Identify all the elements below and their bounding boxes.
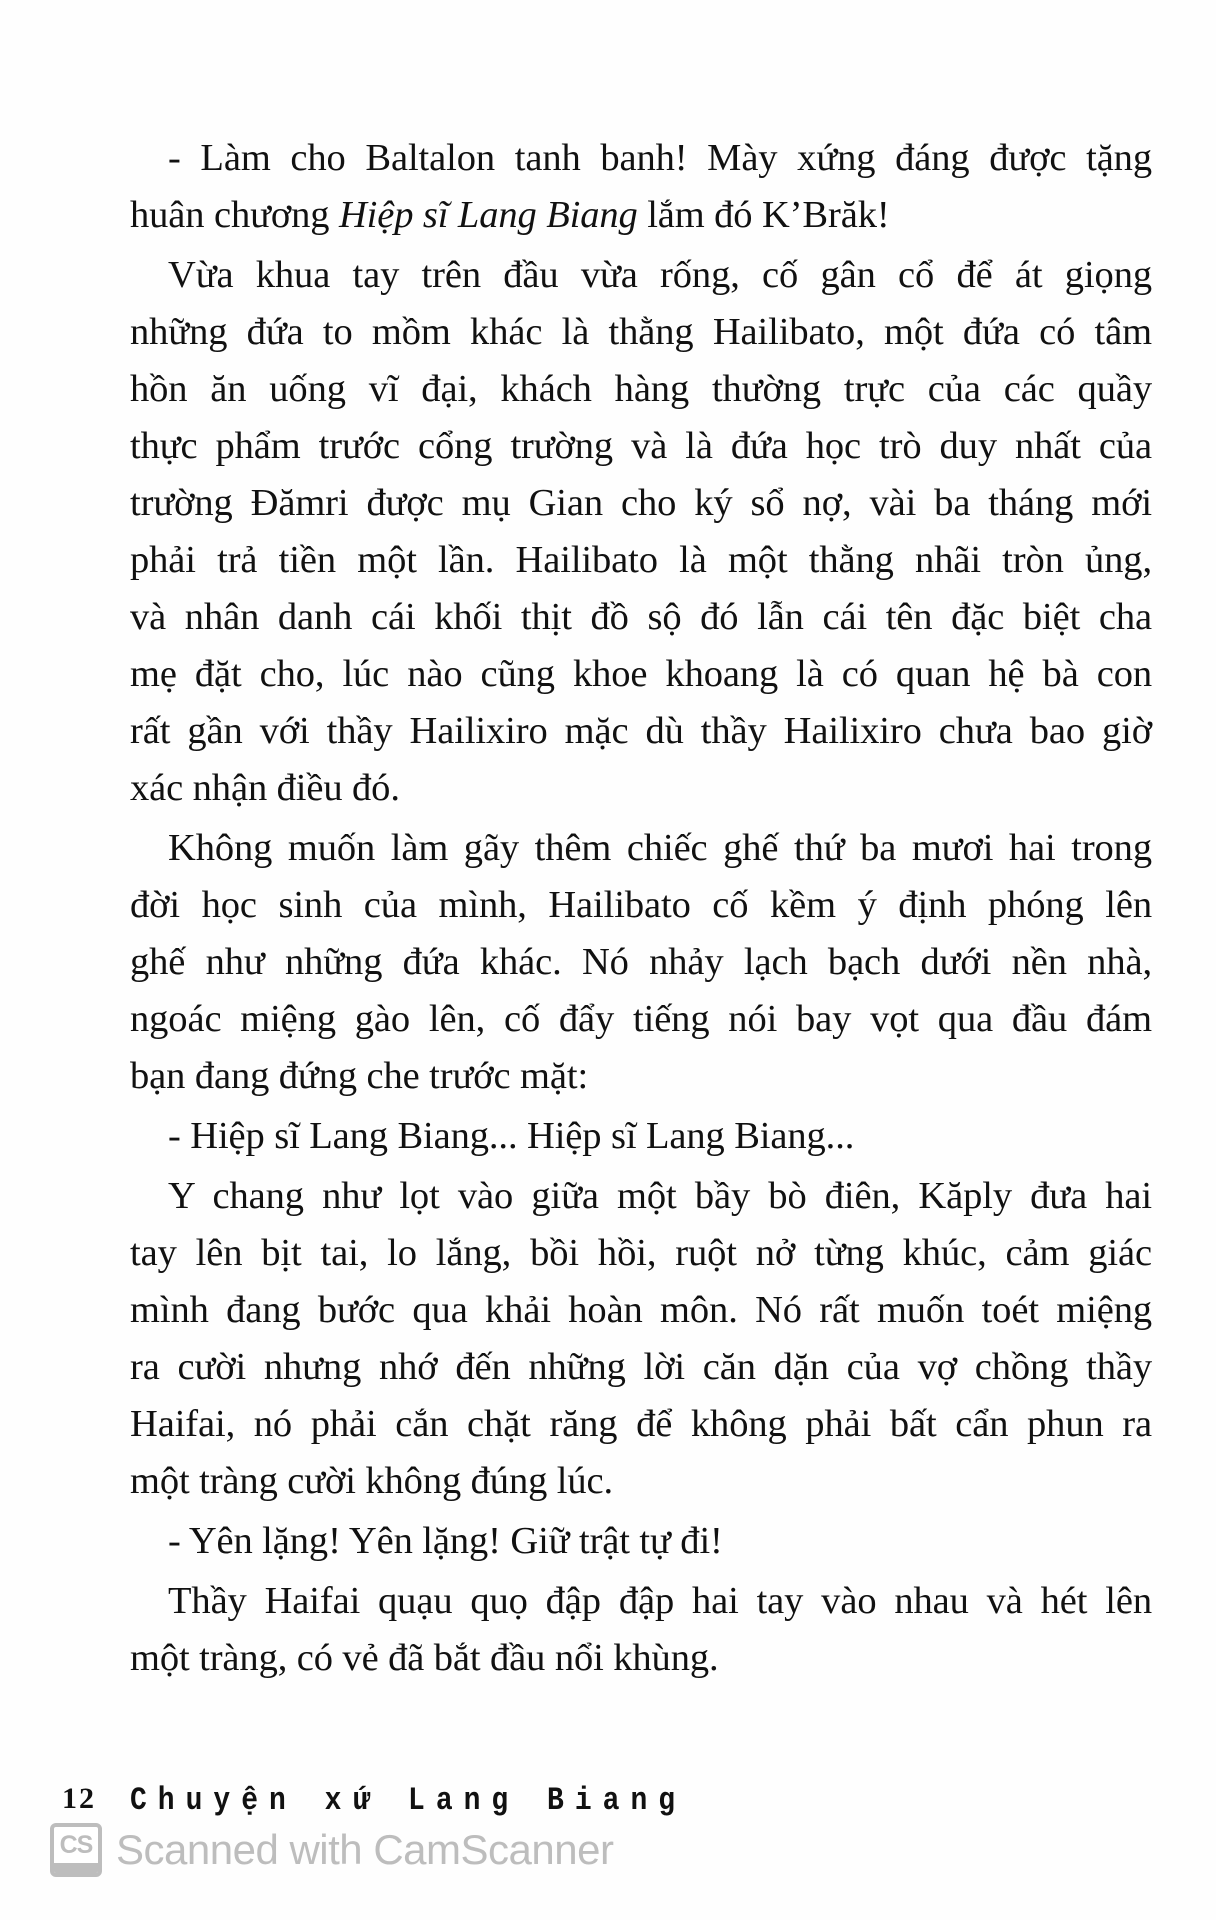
text-line: hồn ăn uống vĩ đại, khách hàng thường trực của các quầy [130,368,1152,410]
logo-bar [54,1863,98,1873]
text-segment: huân chương [130,194,339,236]
camscanner-watermark [50,1822,613,1878]
text-line: mình đang bước qua khải hoàn môn. Nó rất muốn toét miệng [130,1289,1152,1331]
text-line: Vừa khua tay trên đầu vừa rống, cố gân cổ để át giọng [168,254,1152,296]
watermark-text: Scanned with CamScanner [116,1826,614,1873]
text-line: những đứa to mồm khác là thằng Hailibato, một đứa có tâm [130,311,1152,353]
dialogue-paragraph [130,1108,1152,1165]
text-segment: lắm đó K’Brăk! [637,194,890,236]
paragraph [130,1168,1152,1510]
text-line: đời học sinh của mình, Hailibato cố kềm ý định phóng lên [130,884,1152,926]
text-line: bạn đang đứng che trước mặt: [130,1055,589,1097]
text-line: mẹ đặt cho, lúc nào cũng khoe khoang là có quan hệ bà con [130,653,1152,695]
text-line: xác nhận điều đó. [130,767,400,809]
text-line: Haifai, nó phải cắn chặt răng để không phải bất cẩn phun ra [130,1403,1152,1445]
text-line [130,130,1152,187]
page-number: 12 [62,1782,96,1815]
text-line: - Yên lặng! Yên lặng! Giữ trật tự đi! [168,1520,723,1562]
text-line: Y chang như lọt vào giữa một bầy bò điên, Kăply đưa hai [168,1175,1152,1217]
text-line [130,187,1152,244]
text-line: - Hiệp sĩ Lang Biang... Hiệp sĩ Lang Biang... [168,1115,855,1157]
dialogue-paragraph [130,1513,1152,1570]
body-text [130,130,1152,1687]
text-line: trường Đămri được mụ Gian cho ký sổ nợ, vài ba tháng mới [130,482,1152,524]
italic-title-segment: Hiệp sĩ Lang Biang [338,194,638,236]
page-footer [62,1782,687,1820]
text-line: một tràng, có vẻ đã bắt đầu nổi khùng. [130,1637,719,1679]
text-line: Không muốn làm gãy thêm chiếc ghế thứ ba mươi hai trong [168,827,1152,869]
text-line: và nhân danh cái khối thịt đồ sộ đó lẫn cái tên đặc biệt cha [130,596,1152,638]
paragraph [130,820,1152,1105]
text-line: phải trả tiền một lần. Hailibato là một thằng nhãi tròn ủng, [130,539,1152,581]
camscanner-logo-icon [50,1823,102,1877]
logo-text: CS [59,1831,93,1859]
text-line: ra cười nhưng nhớ đến những lời căn dặn của vợ chồng thầy [130,1346,1152,1388]
text-line: ngoác miệng gào lên, cố đẩy tiếng nói bay vọt qua đầu đám [130,998,1152,1040]
text-line: thực phẩm trước cổng trường và là đứa học trò duy nhất của [130,425,1152,467]
paragraph [130,1573,1152,1687]
text-line: Thầy Haifai quạu quọ đập đập hai tay vào nhau và hét lên [168,1580,1152,1622]
text-line: một tràng cười không đúng lúc. [130,1460,614,1502]
book-title: Chuyện xứ Lang Biang [130,1783,687,1820]
text-line: ghế như những đứa khác. Nó nhảy lạch bạch dưới nền nhà, [130,941,1152,983]
paragraph [130,247,1152,817]
text-segment: - Làm cho Baltalon tanh banh! Mày xứng đáng được tặng [168,137,1152,179]
text-line: rất gần với thầy Hailixiro mặc dù thầy Hailixiro chưa bao giờ [130,710,1152,752]
paragraph [130,130,1152,244]
text-line: tay lên bịt tai, lo lắng, bồi hồi, ruột nở từng khúc, cảm giác [130,1232,1152,1274]
